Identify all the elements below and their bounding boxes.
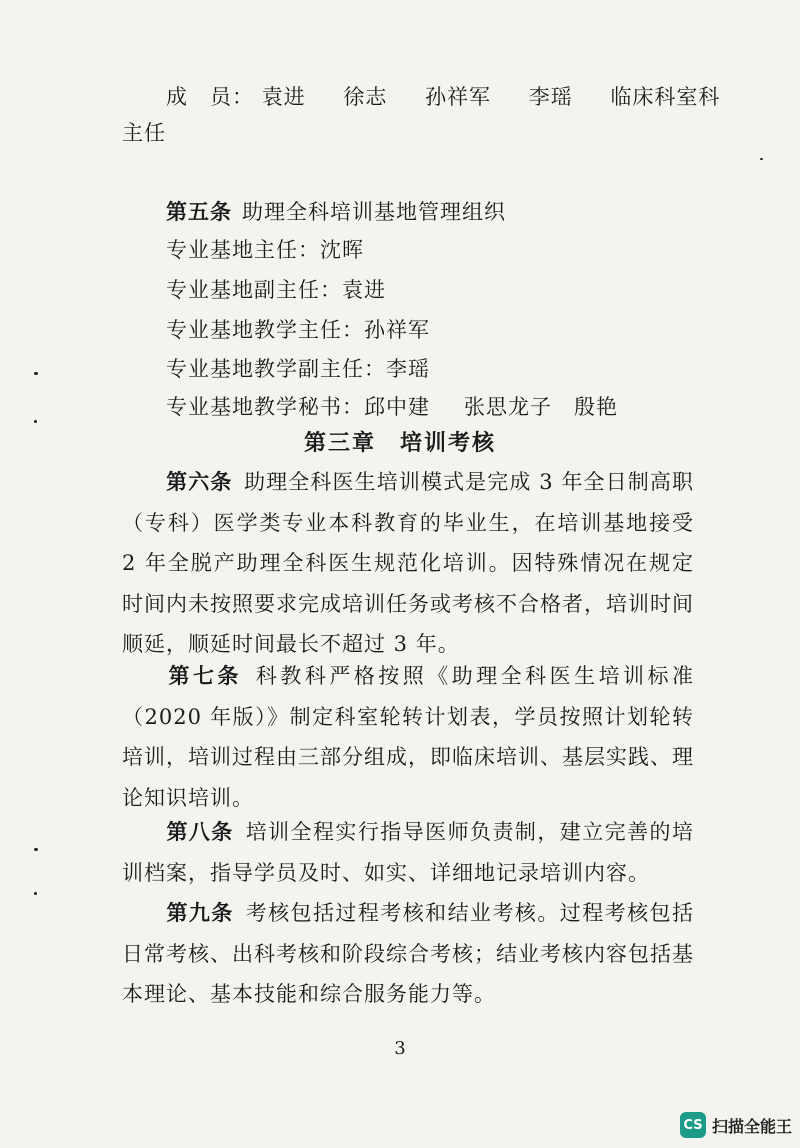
- org-name: 袁进: [342, 278, 386, 302]
- article-heading: 第九条: [166, 900, 234, 925]
- article-text: 助理全科医生培训模式是完成 3 年全日制高职（专科）医学类专业本科教育的毕业生，在培训基地接受 2 年全脱产助理全科医生规范化培训。因特殊情况在规定时间内未按照要求完成培训任务或考核不合格者，培训时间顺延，顺延时间最长不超过 3 年。: [122, 470, 694, 656]
- members-line: [166, 82, 720, 112]
- article-heading: 第七条: [166, 663, 242, 688]
- scan-speck: [34, 848, 38, 851]
- org-item: [166, 235, 364, 265]
- member-name: 徐志: [343, 85, 388, 109]
- scan-speck: [34, 420, 37, 423]
- article-text: 培训全程实行指导医师负责制，建立完善的培训档案，指导学员及时、如实、详细地记录培训内容。: [122, 820, 694, 885]
- article-7: [122, 656, 694, 818]
- article-heading: 第五条: [166, 199, 232, 224]
- article-text: 科教科严格按照《助理全科医生培训标准（2020 年版）》制定科室轮转计划表，学员按照计划轮转培训，培训过程由三部分组成，即临床培训、基层实践、理论知识培训。: [122, 664, 695, 810]
- org-item: [166, 354, 430, 384]
- article-text: 助理全科培训基地管理组织: [242, 200, 506, 224]
- article-heading: 第八条: [166, 819, 234, 844]
- org-name: 殷艳: [574, 395, 618, 419]
- org-name: 邱中建: [364, 395, 430, 419]
- members-label: 成 员：: [166, 85, 254, 109]
- org-item: [166, 392, 618, 422]
- org-name: 张思龙子: [464, 395, 552, 419]
- article-9: [122, 893, 694, 1015]
- org-name: 沈晖: [320, 238, 364, 262]
- scan-speck: [34, 892, 37, 895]
- members-tail: 临床科室科: [610, 85, 721, 109]
- member-name: 袁进: [261, 85, 306, 109]
- scan-speck: [34, 372, 38, 375]
- org-role: 专业基地教学副主任：: [166, 357, 386, 381]
- page-number: 3: [394, 1038, 406, 1059]
- org-role: 专业基地教学主任：: [166, 318, 364, 342]
- article-6: [122, 462, 694, 665]
- article-text: 考核包括过程考核和结业考核。过程考核包括日常考核、出科考核和阶段综合考核；结业考核内容包括基本理论、基本技能和综合服务能力等。: [122, 901, 694, 1006]
- scan-speck: [760, 158, 763, 160]
- org-item: [166, 275, 386, 305]
- member-name: 孙祥军: [425, 85, 492, 109]
- watermark-text: 扫描全能王: [711, 1116, 792, 1136]
- org-item: [166, 315, 430, 345]
- org-name: 李瑶: [386, 357, 430, 381]
- org-role: 专业基地副主任：: [166, 278, 342, 302]
- article-8: [122, 812, 694, 893]
- org-name: 孙祥军: [364, 318, 430, 342]
- camscanner-logo-icon: CS: [680, 1112, 706, 1138]
- chapter-title: 培训考核: [400, 430, 497, 456]
- member-name: 李瑶: [528, 85, 573, 109]
- article-heading: 第六条: [166, 469, 233, 494]
- chapter-heading: [0, 426, 800, 457]
- chapter-number: 第三章: [303, 430, 376, 456]
- scanner-watermark: [680, 1110, 792, 1140]
- article-5-heading-line: [166, 197, 506, 227]
- org-role: 专业基地教学秘书：: [166, 395, 364, 419]
- org-role: 专业基地主任：: [166, 238, 320, 262]
- members-continuation: 主任: [122, 121, 166, 145]
